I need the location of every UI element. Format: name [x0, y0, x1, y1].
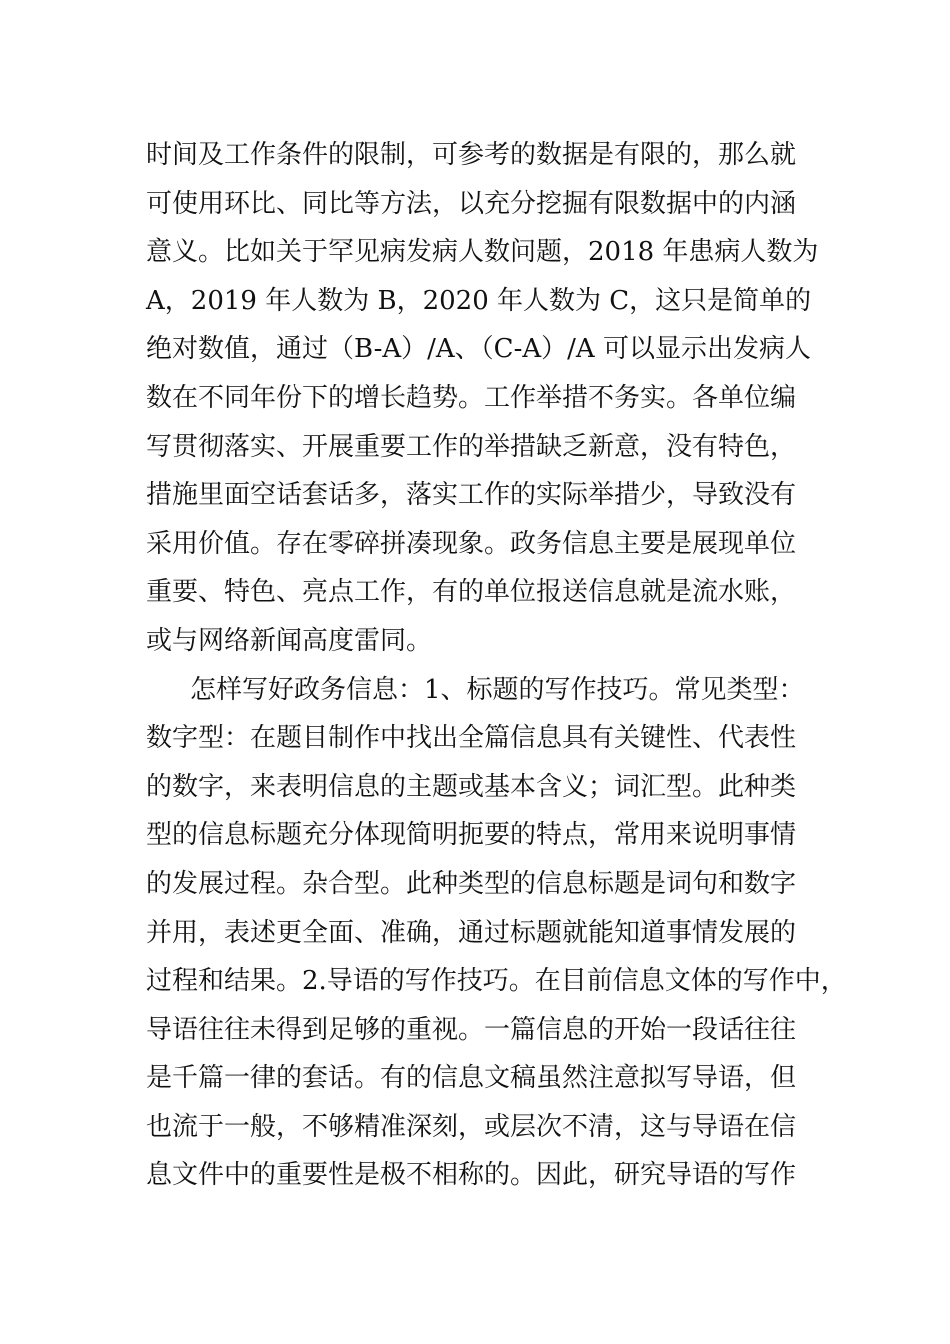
text-line: 型的信息标题充分体现简明扼要的特点，常用来说明事情: [146, 820, 797, 851]
text-line: 数字型：在题目制作中找出全篇信息具有关键性、代表性: [146, 723, 797, 754]
text-line: 也流于一般，不够精准深刻，或层次不清，这与导语在信: [146, 1111, 797, 1142]
text-line: 采用价值。存在零碎拼凑现象。政务信息主要是展现单位: [146, 528, 797, 559]
text-line: 是千篇一律的套话。有的信息文稿虽然注意拟写导语，但: [146, 1063, 797, 1094]
text-line: 措施里面空话套话多，落实工作的实际举措少，导致没有: [146, 480, 797, 511]
text-line: 重要、特色、亮点工作，有的单位报送信息就是流水账，: [146, 577, 797, 608]
text-line: 过程和结果。2.导语的写作技巧。在目前信息文体的写作中，: [146, 966, 847, 997]
document-body: [146, 131, 847, 1200]
text-line: 数在不同年份下的增长趋势。工作举措不务实。各单位编: [146, 382, 797, 413]
text-line: 或与网络新闻高度雷同。: [146, 625, 433, 656]
paragraph-2: [146, 666, 847, 1201]
text-line: 绝对数值，通过（B-A）/A、（C-A）/A 可以显示出发病人: [146, 334, 811, 365]
text-line: 可使用环比、同比等方法，以充分挖掘有限数据中的内涵: [146, 188, 797, 219]
text-line: 意义。比如关于罕见病发病人数问题，2018 年患病人数为: [146, 237, 819, 268]
text-line-indented: 怎样写好政务信息：1、标题的写作技巧。常见类型：: [190, 674, 805, 705]
text-line: 导语往往未得到足够的重视。一篇信息的开始一段话往往: [146, 1014, 797, 1045]
text-line: 并用，表述更全面、准确，通过标题就能知道事情发展的: [146, 917, 797, 948]
paragraph-1: [146, 131, 836, 666]
text-line: 息文件中的重要性是极不相称的。因此，研究导语的写作: [146, 1160, 797, 1191]
text-line: 写贯彻落实、开展重要工作的举措缺乏新意，没有特色，: [146, 431, 797, 462]
text-line: A，2019 年人数为 B，2020 年人数为 C，这只是简单的: [146, 285, 812, 316]
text-line: 的数字，来表明信息的主题或基本含义；词汇型。此种类: [146, 771, 797, 802]
text-line: 时间及工作条件的限制，可参考的数据是有限的，那么就: [146, 140, 797, 170]
text-line: 的发展过程。杂合型。此种类型的信息标题是词句和数字: [146, 868, 797, 899]
